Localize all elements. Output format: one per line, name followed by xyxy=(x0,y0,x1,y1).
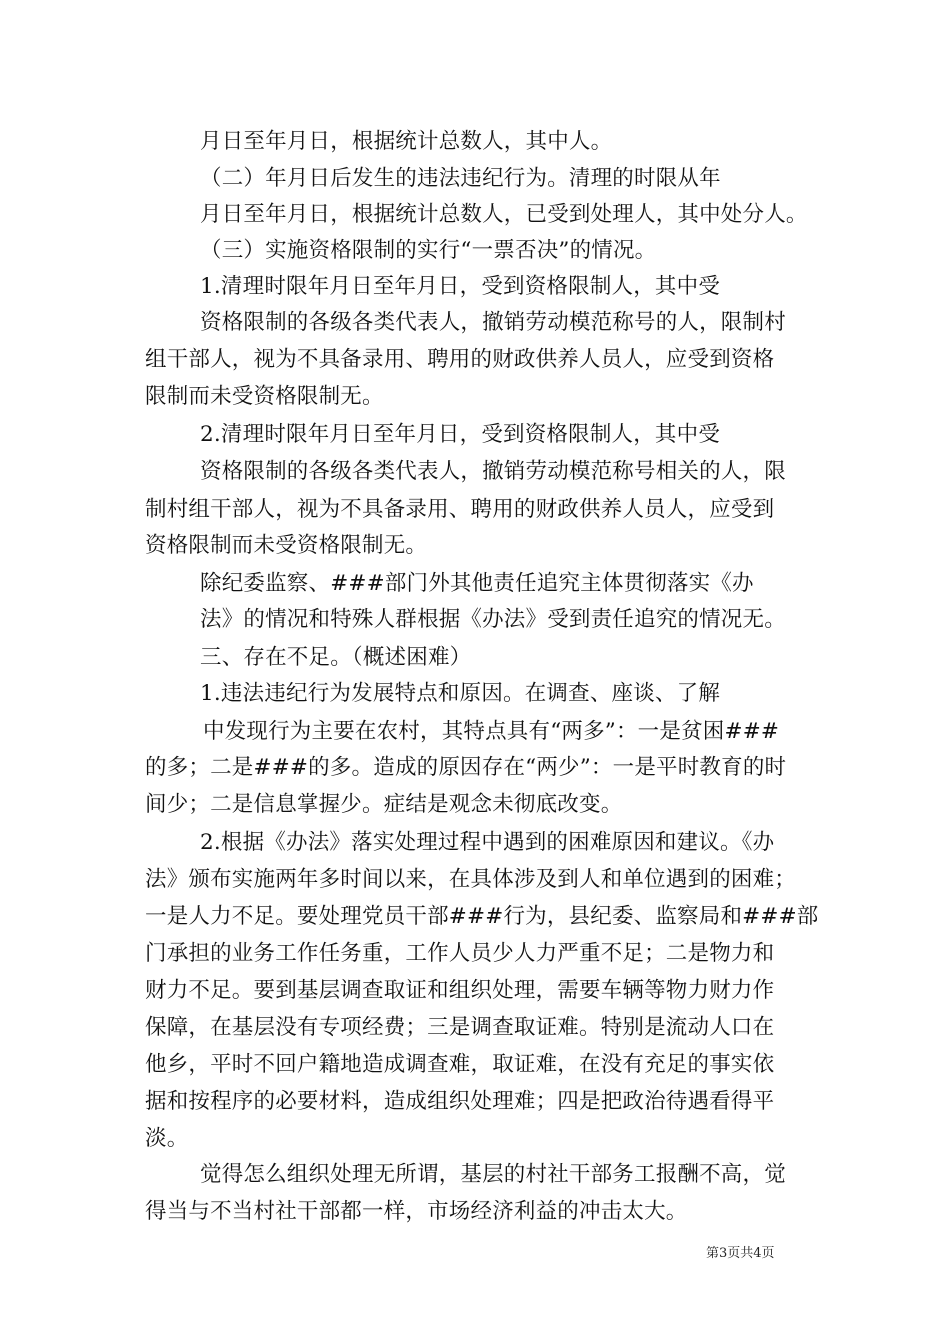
text-line: 资格限制的各级各类代表人，撤销劳动模范称号的人，限制村 xyxy=(200,310,786,335)
text-line: 法》的情况和特殊人群根据《办法》受到责任追究的情况无。 xyxy=(200,607,786,632)
text-line: 的多；二是###的多。造成的原因存在“两少”：一是平时教育的时 xyxy=(145,755,787,780)
text-line: 据和按程序的必要材料，造成组织处理难；四是把政治待遇看得平 xyxy=(145,1089,775,1114)
text-line: 1.违法违纪行为发展特点和原因。在调查、座谈、了解 xyxy=(200,681,721,706)
text-line: 间少；二是信息掌握少。症结是观念未彻底改变。 xyxy=(145,792,623,817)
text-line: （三）实施资格限制的实行“一票否决”的情况。 xyxy=(200,238,657,263)
page-number: 第3页共4页 xyxy=(706,1246,775,1261)
text-line: 保障，在基层没有专项经费；三是调查取证难。特别是流动人口在 xyxy=(145,1015,775,1040)
text-line: 中发现行为主要在农村，其特点具有“两多”：一是贫困### xyxy=(203,719,780,744)
text-line: 三、存在不足。（概述困难） xyxy=(200,645,472,670)
text-line: 2.根据《办法》落实处理过程中遇到的困难原因和建议。《办 xyxy=(200,830,775,855)
text-line: （二）年月日后发生的违法违纪行为。清理的时限从年 xyxy=(200,166,721,191)
text-line: 得当与不当村社干部都一样，市场经济利益的冲击太大。 xyxy=(145,1199,688,1224)
text-line: 组干部人，视为不具备录用、聘用的财政供养人员人，应受到资格 xyxy=(145,347,775,372)
text-line: 财力不足。要到基层调查取证和组织处理，需要车辆等物力财力作 xyxy=(145,978,775,1003)
text-line: 2.清理时限年月日至年月日，受到资格限制人，其中受 xyxy=(200,422,721,447)
text-line: 他乡，平时不回户籍地造成调查难，取证难，在没有充足的事实依 xyxy=(145,1052,775,1077)
text-line: 制村组干部人，视为不具备录用、聘用的财政供养人员人，应受到 xyxy=(145,497,775,522)
text-line: 觉得怎么组织处理无所谓，基层的村社干部务工报酬不高，觉 xyxy=(200,1162,786,1187)
text-line: 资格限制的各级各类代表人，撤销劳动模范称号相关的人，限 xyxy=(200,459,786,484)
text-line: 限制而未受资格限制无。 xyxy=(145,384,384,409)
text-line: 资格限制而未受资格限制无。 xyxy=(145,533,428,558)
text-line: 月日至年月日，根据统计总数人，已受到处理人，其中处分人。 xyxy=(200,202,808,227)
text-line: 除纪委监察、###部门外其他责任追究主体贯彻落实《办 xyxy=(200,571,754,596)
text-line: 月日至年月日，根据统计总数人，其中人。 xyxy=(200,129,613,154)
text-line: 淡。 xyxy=(145,1126,189,1151)
text-line: 1.清理时限年月日至年月日，受到资格限制人，其中受 xyxy=(200,274,721,299)
text-line: 门承担的业务工作任务重，工作人员少人力严重不足；二是物力和 xyxy=(145,941,775,966)
text-line: 法》颁布实施两年多时间以来，在具体涉及到人和单位遇到的困难； xyxy=(145,867,797,892)
text-line: 一是人力不足。要处理党员干部###行为，县纪委、监察局和###部 xyxy=(145,904,819,929)
